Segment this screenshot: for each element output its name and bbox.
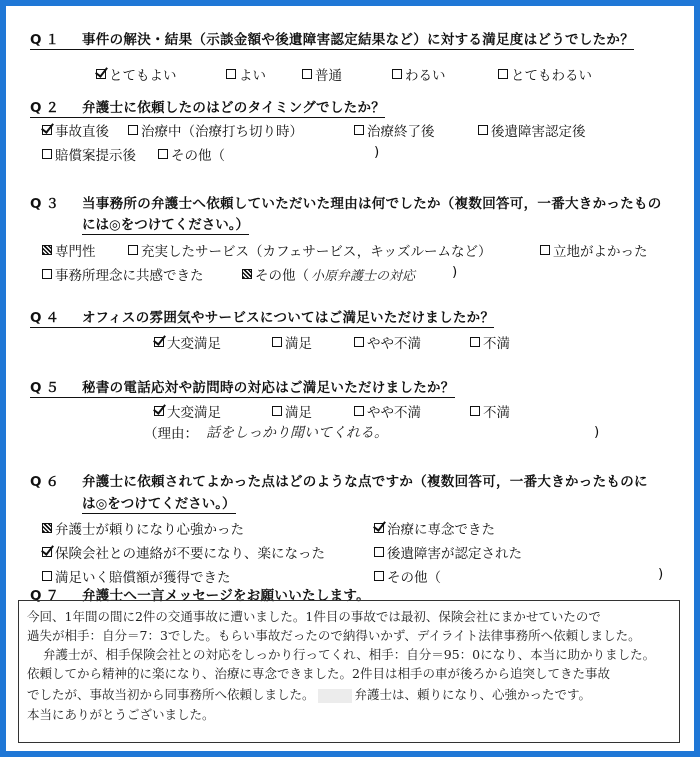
option-label: 立地がよかった <box>553 244 648 260</box>
q6-option-1[interactable] <box>42 518 244 538</box>
q5-option-1[interactable] <box>154 401 221 421</box>
option-label: 事故直後 <box>55 124 109 140</box>
q2-number: Q２ <box>30 100 63 116</box>
option-label: 後遺障害認定後 <box>491 124 586 140</box>
checkbox-icon[interactable] <box>540 245 550 255</box>
message-line: 本当にありがとうございました。 <box>27 707 215 722</box>
q4-option-4[interactable] <box>470 332 510 352</box>
option-label: 賠償案提示後 <box>55 148 136 164</box>
checkbox-icon[interactable] <box>42 269 52 279</box>
option-label: 不満 <box>483 336 510 352</box>
checkbox-checked-icon[interactable] <box>96 69 106 79</box>
q4-text: オフィスの雰囲気やサービスについてはご満足いただけましたか？ <box>82 310 495 326</box>
option-label: 弁護士が頼りになり心強かった <box>55 522 244 538</box>
q6-option-3[interactable] <box>42 542 325 562</box>
q6-option-6[interactable] <box>374 566 441 586</box>
option-label: 不満 <box>483 405 510 421</box>
checkbox-icon[interactable] <box>354 337 364 347</box>
q3-option-2[interactable] <box>128 240 491 260</box>
q7-message-box[interactable] <box>18 600 680 743</box>
q6-number: Q６ <box>30 474 63 490</box>
q3-number: Q３ <box>30 196 63 212</box>
q1-option-3[interactable] <box>302 64 342 84</box>
q5-heading <box>30 376 455 398</box>
option-label: その他（ <box>255 268 309 284</box>
q3-option-5[interactable] <box>242 264 415 284</box>
checkbox-icon[interactable] <box>498 69 508 79</box>
option-label: 保険会社との連絡が不要になり、楽になった <box>55 546 325 562</box>
checkbox-icon[interactable] <box>158 149 168 159</box>
q6-heading <box>30 470 648 490</box>
q4-heading <box>30 306 494 328</box>
q2-option-6[interactable] <box>158 144 225 164</box>
q6-option-2[interactable] <box>374 518 495 538</box>
q2-option-3[interactable] <box>354 120 435 140</box>
q3-text: 当事務所の弁護士へ依頼していただいた理由は何でしたか（複数回答可，一番大きかったもの <box>82 196 662 212</box>
checkbox-icon[interactable] <box>272 406 282 416</box>
option-label: 普通 <box>315 68 342 84</box>
option-label: その他（ <box>171 148 225 164</box>
option-label: やや不満 <box>367 336 421 352</box>
checkbox-icon[interactable] <box>354 125 364 135</box>
q3-text-continued: には◎をつけてください。） <box>82 213 249 235</box>
option-label: 充実したサービス（カフェサービス，キッズルームなど） <box>141 244 492 260</box>
q3-option-4[interactable] <box>42 264 204 284</box>
q1-option-4[interactable] <box>392 64 446 84</box>
message-line-part: 弁護士は、頼りになり、心強かったです。 <box>354 687 592 702</box>
checkbox-icon[interactable] <box>42 571 52 581</box>
q3-option-1[interactable] <box>42 240 96 260</box>
message-line: 過失が相手：自分＝7：3でした。もらい事故だったので納得いかず、デイライト法律事務所へ依頼しました。 <box>27 628 641 643</box>
checkbox-double-circle-icon[interactable] <box>42 523 52 533</box>
checkbox-icon[interactable] <box>42 149 52 159</box>
q2-option-4[interactable] <box>478 120 586 140</box>
checkbox-checked-icon[interactable] <box>154 406 164 416</box>
option-label: 治療に専念できた <box>387 522 495 538</box>
q3-heading <box>30 192 662 212</box>
checkbox-checked-icon[interactable] <box>42 547 52 557</box>
q5-close-paren: ) <box>594 424 600 440</box>
checkbox-double-circle-icon[interactable] <box>242 269 252 279</box>
option-label: 満足 <box>285 336 312 352</box>
checkbox-double-circle-icon[interactable] <box>42 245 52 255</box>
option-label: 治療終了後 <box>367 124 435 140</box>
q4-number: Q４ <box>30 310 63 326</box>
checkbox-icon[interactable] <box>128 125 138 135</box>
checkbox-icon[interactable] <box>354 406 364 416</box>
q3-option-3[interactable] <box>540 240 648 260</box>
q6-text: 弁護士に依頼されてよかった点はどのような点ですか（複数回答可，一番大きかったものに <box>82 474 648 490</box>
q2-close-paren: ) <box>374 144 380 160</box>
option-label: よい <box>239 68 266 84</box>
checkbox-icon[interactable] <box>470 406 480 416</box>
q4-option-2[interactable] <box>272 332 312 352</box>
q6-close-paren: ) <box>658 566 664 582</box>
message-line-with-redaction <box>27 685 591 703</box>
checkbox-icon[interactable] <box>272 337 282 347</box>
message-line-part: でしたが、事故当初から同事務所へ依頼しました。 <box>27 687 315 702</box>
q2-heading <box>30 96 385 118</box>
q1-option-5[interactable] <box>498 64 592 84</box>
option-label: 大変満足 <box>167 405 221 421</box>
option-label: 満足 <box>285 405 312 421</box>
q1-heading <box>30 28 634 50</box>
checkbox-icon[interactable] <box>302 69 312 79</box>
q4-option-1[interactable] <box>154 332 221 352</box>
q1-option-1[interactable] <box>96 64 177 84</box>
option-label: その他（ <box>387 570 441 586</box>
option-label: とてもよい <box>109 68 177 84</box>
q5-reason-label: （理由： <box>144 426 198 442</box>
q5-option-3[interactable] <box>354 401 421 421</box>
message-line: 今回、1年間の間に2件の交通事故に遭いました。1件目の事故では最初、保険会社にまかせていたので <box>27 609 601 624</box>
q6-text-continued: は◎をつけてください。） <box>82 492 236 514</box>
message-line: 依頼してから精神的に楽になり、治療に専念できました。2件目は相手の車が後ろから追突してきた事故 <box>27 666 610 681</box>
checkbox-icon[interactable] <box>374 571 384 581</box>
option-label: わるい <box>405 68 446 84</box>
q5-option-4[interactable] <box>470 401 510 421</box>
q1-option-2[interactable] <box>226 64 266 84</box>
q5-number: Q５ <box>30 380 63 396</box>
survey-sheet <box>18 16 694 754</box>
q3-close-paren: ) <box>452 264 458 280</box>
checkbox-icon[interactable] <box>226 69 236 79</box>
q3-other-handwritten-answer: 小原弁護士の対応 <box>311 268 416 284</box>
option-label: 満足いく賠償額が獲得できた <box>55 570 231 586</box>
q7-text: 弁護士へ一言メッセージをお願いいたします。 <box>82 588 370 604</box>
checkbox-icon[interactable] <box>470 337 480 347</box>
q2-option-5[interactable] <box>42 144 136 164</box>
q2-text: 弁護士に依頼したのはどのタイミングでしたか？ <box>82 100 386 116</box>
checkbox-icon[interactable] <box>392 69 402 79</box>
q1-text: 事件の解決・結果（示談金額や後遺障害認定結果など）に対する満足度はどうでしたか？ <box>82 32 634 48</box>
checkbox-icon[interactable] <box>374 547 384 557</box>
option-label: 治療中（治療打ち切り時） <box>141 124 303 140</box>
option-label: 大変満足 <box>167 336 221 352</box>
q5-option-2[interactable] <box>272 401 312 421</box>
option-label: 事務所理念に共感できた <box>55 268 204 284</box>
checkbox-icon[interactable] <box>478 125 488 135</box>
q6-option-5[interactable] <box>42 566 231 586</box>
q5-reason-handwritten: 話をしっかり聞いてくれる。 <box>206 425 388 441</box>
q2-option-2[interactable] <box>128 120 303 140</box>
q6-option-4[interactable] <box>374 542 522 562</box>
redaction-block <box>318 689 352 703</box>
option-label: 専門性 <box>55 244 96 260</box>
checkbox-icon[interactable] <box>128 245 138 255</box>
checkbox-checked-icon[interactable] <box>374 523 384 533</box>
option-label: やや不満 <box>367 405 421 421</box>
option-label: とてもわるい <box>511 68 592 84</box>
message-line: 弁護士が、相手保険会社との対応をしっかり行ってくれ、相手：自分＝95：0になり、本当に助かりました。 <box>43 647 656 662</box>
q1-number: Q１ <box>30 32 63 48</box>
q2-option-1[interactable] <box>42 120 109 140</box>
checkbox-checked-icon[interactable] <box>154 337 164 347</box>
q4-option-3[interactable] <box>354 332 421 352</box>
q7-number: Q７ <box>30 588 63 604</box>
q5-reason <box>144 422 388 442</box>
option-label: 後遺障害が認定された <box>387 546 522 562</box>
q5-text: 秘書の電話応対や訪問時の対応はご満足いただけましたか？ <box>82 380 455 396</box>
checkbox-checked-icon[interactable] <box>42 125 52 135</box>
